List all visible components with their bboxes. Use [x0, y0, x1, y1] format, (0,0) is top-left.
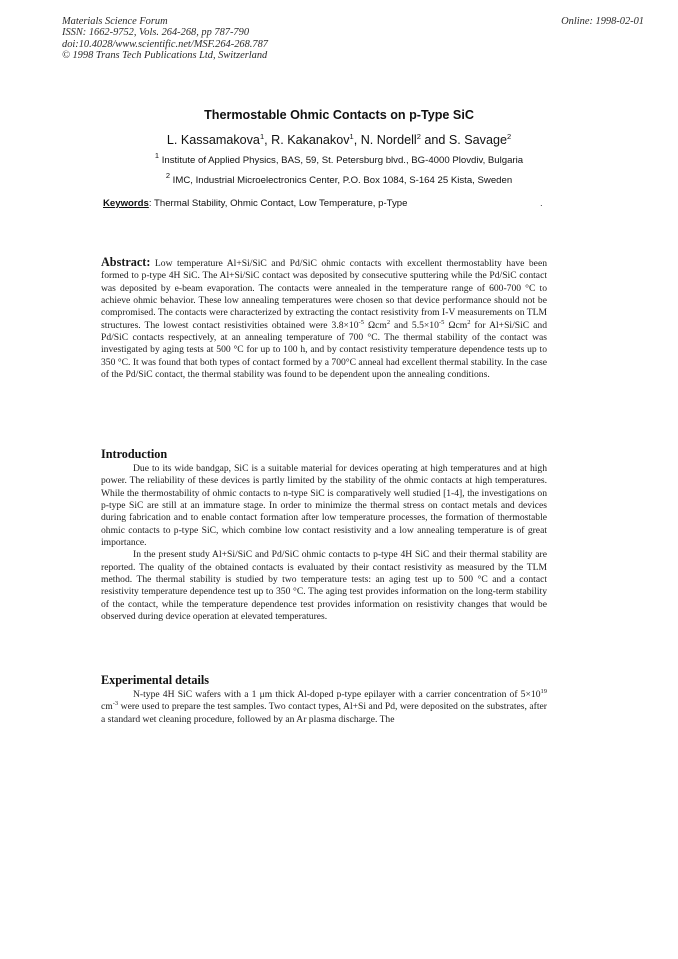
author-separator: , [264, 133, 272, 147]
affiliation-2 [0, 171, 678, 186]
author-separator: and [420, 133, 449, 147]
superscript: 2 [386, 318, 391, 326]
abstract-paragraph [101, 256, 547, 381]
online-date: Online: 1998-02-01 [561, 16, 644, 27]
copyright-line: © 1998 Trans Tech Publications Ltd, Switzerland [62, 50, 268, 62]
keywords [103, 198, 407, 209]
superscript: 2 [467, 318, 471, 326]
superscript: -3 [112, 700, 119, 708]
section-heading: Experimental details [101, 673, 209, 687]
paragraph-text: were used to prepare the test samples. Two contact types, Al+Si and Pd, were deposited on the substrates, after a standard wet cleaning procedure, followed by an Ar plasma discharge. The [101, 701, 547, 725]
author-affil-mark: 1 [259, 132, 265, 141]
section-heading: Introduction [101, 447, 168, 461]
author-separator: , [353, 133, 361, 147]
affil-number: 1 [154, 151, 160, 160]
affil-number: 2 [165, 171, 170, 180]
paper-title: Thermostable Ohmic Contacts on p-Type SiC [204, 108, 474, 122]
keywords-text: : Thermal Stability, Ohmic Contact, Low Temperature, p-Type [148, 198, 408, 209]
paragraph [101, 689, 547, 726]
abstract-text: Low temperature Al+Si/SiC and Pd/SiC ohmic contacts with excellent thermostablity have been formed to p-type 4H SiC. The Al+Si/SiC contact was deposited by consecutive sputtering while the Pd/SiC contact was deposited by e-beam evaporation. The contacts were annealed in the temperature range of 600-700 °C to achieve ohmic behavior. These low annealing temperatures were chosen so that device performance should not be compromised. The contacts were characterized by extracting the contact resistivity from I-V measurements on TLM structures. The lowest contact resistivities obtained were 3.8×10 [101, 258, 547, 331]
author-name: S. Savage [448, 133, 507, 147]
author-affil-mark: 1 [349, 132, 354, 141]
paragraph: Due to its wide bandgap, SiC is a suitable material for devices operating at high temperatures and at high power. The reliability of these devices is partly limited by the stability of the ohmic contacts at high temperatures. While the thermostability of ohmic contacts to n-type SiC is comparatively well studied [1-4], the investigations on p-type SiC are still at an immature stage. In order to minimize the thermal stress on contact metals and devices during fabrication and to enable contact formation after low temperature processes, the formation of thermostable ohmic contacts to p-type SiC, which combine low contact resistivity and a low annealing temperature is of great importance. [101, 463, 547, 549]
journal-header [62, 16, 362, 62]
superscript: -5 [438, 318, 445, 326]
superscript: -5 [358, 318, 364, 326]
author-name: L. Kassamakova [166, 133, 260, 147]
affil-text: Institute of Applied Physics, BAS, 59, St. Petersburg blvd., BG-4000 Plovdiv, Bulgaria [161, 155, 524, 166]
doi-line: doi:10.4028/www.scientific.net/MSF.264-268.787 [62, 38, 268, 50]
abstract-text: for Al+Si/SiC and Pd/SiC contacts respectively, at an annealing temperature of 700 °C. The thermal stability of the contact was investigated by aging tests at 500 °C for up to 100 h, and by contact resistivity temperature dependence tests up to 350 °C. It was found that both types of contact formed by a 700°C anneal had excellent thermal stability. In the case of the Pd/SiC contact, the thermal stability was found to be dependent upon the annealing conditions. [101, 319, 548, 381]
stray-mark: . [540, 198, 543, 209]
author-list [0, 133, 678, 147]
issn-line: ISSN: 1662-9752, Vols. 264-268, pp 787-790 [62, 27, 250, 39]
abstract-text: Ωcm [444, 319, 468, 331]
abstract-text: Ωcm [363, 319, 387, 331]
journal-name: Materials Science Forum [62, 16, 168, 27]
abstract-label: Abstract: [101, 255, 151, 269]
author-affil-mark: 2 [416, 132, 421, 141]
affiliation-1 [0, 151, 678, 166]
keywords-label: Keywords [103, 198, 149, 209]
introduction-section [101, 447, 547, 623]
paragraph-text: cm [101, 701, 113, 713]
affil-text: IMC, Industrial Microelectronics Center, P.O. Box 1084, S-164 25 Kista, Sweden [172, 175, 513, 186]
abstract [101, 256, 547, 381]
superscript: 19 [540, 688, 547, 695]
author-name: N. Nordell [360, 133, 417, 147]
paragraph: In the present study Al+Si/SiC and Pd/SiC ohmic contacts to p-type 4H SiC and their thermal stability are reported. The quality of the obtained contacts is evaluated by their contact resistivity as measured by the TLM method. The thermal stability is studied by two temperature tests: an aging test up to 500 °C and a contact resistivity temperature dependence test up to 350 °C. The aging test provides information on the long-term stability of the contact, while the temperature dependence test provides information on resistivity changes that would be observed during device operation at elevated temperatures. [101, 549, 547, 623]
author-name: R. Kakanakov [271, 133, 350, 147]
paragraph-text: N-type 4H SiC wafers with a 1 μm thick Al-doped p-type epilayer with a carrier concentration of 5×10 [133, 689, 541, 700]
author-affil-mark: 2 [507, 132, 512, 141]
experimental-section [101, 673, 547, 726]
abstract-text: and 5.5×10 [390, 319, 439, 331]
